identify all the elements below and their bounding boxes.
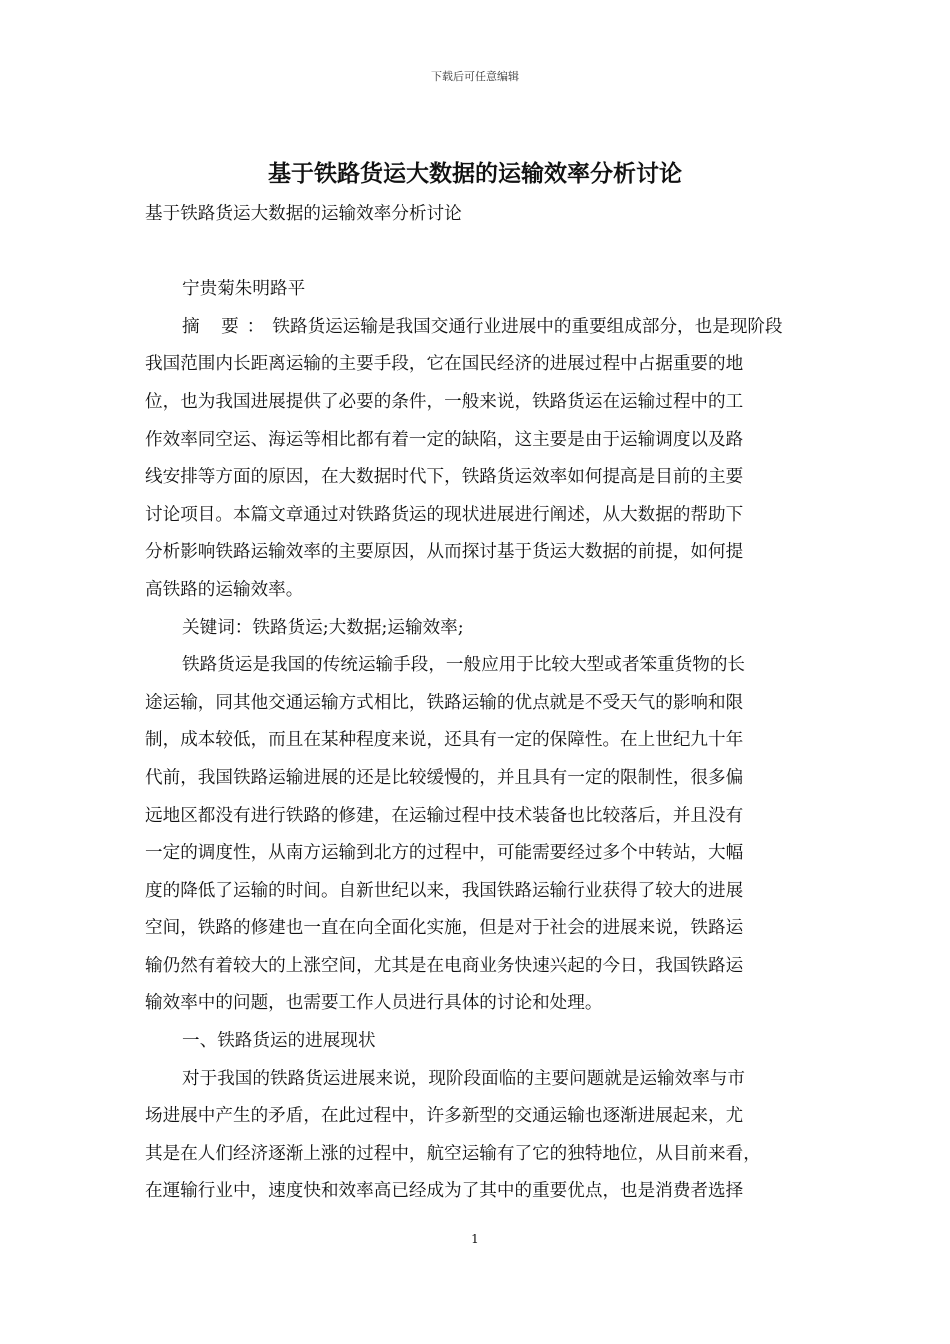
- section-heading: 一、铁路货运的进展现状: [182, 1031, 376, 1052]
- abstract-line: [145, 309, 807, 347]
- abstract-line: 位，也为我国进展提供了必要的条件，一般来说，铁路货运在运输过程中的工: [145, 391, 744, 412]
- intro-line: 空间，铁路的修建也一直在向全面化实施，但是对于社会的进展来说，铁路运: [145, 918, 744, 939]
- abstract-line: 作效率同空运、海运等相比都有着一定的缺陷，这主要是由于运输调度以及路: [145, 429, 744, 450]
- intro-line: 铁路货运是我国的传统运输手段，一般应用于比较大型或者笨重货物的长: [182, 655, 746, 676]
- document-body: [145, 196, 807, 1211]
- document-title: 基于铁路货运大数据的运输效率分析讨论: [268, 160, 682, 187]
- document-subtitle: 基于铁路货运大数据的运输效率分析讨论: [145, 204, 462, 224]
- section-line: 场进展中产生的矛盾，在此过程中，许多新型的交通运输也逐渐进展起来，尤: [145, 1106, 744, 1127]
- intro-line: 途运输，同其他交通运输方式相比，铁路运输的优点就是不受天气的影响和限: [145, 692, 744, 713]
- header-note: 下载后可任意编辑: [431, 70, 519, 83]
- abstract-line: 高铁路的运输效率。: [145, 579, 304, 600]
- intro-line: 制，成本较低，而且在某种程度来说，还具有一定的保障性。在上世纪九十年: [145, 730, 744, 751]
- section-line: 在運输行业中，速度快和效率高已经成为了其中的重要优点，也是消费者选择: [145, 1181, 744, 1202]
- authors-line: 宁贵菊朱明路平: [182, 279, 306, 300]
- section-line: 对于我国的铁路货运进展来说，现阶段面临的主要问题就是运输效率与市: [182, 1068, 746, 1089]
- intro-line: 输效率中的问题，也需要工作人员进行具体的讨论和处理。: [145, 993, 603, 1014]
- intro-line: 输仍然有着较大的上涨空间，尤其是在电商业务快速兴起的今日，我国铁路运: [145, 955, 744, 976]
- abstract-label: 摘 要：: [182, 316, 273, 337]
- abstract-line: 分析影响铁路运输效率的主要原因，从而探讨基于货运大数据的前提，如何提: [145, 542, 744, 563]
- abstract-line: 我国范围内长距离运输的主要手段，它在国民经济的进展过程中占据重要的地: [145, 354, 744, 375]
- blank-line: [145, 234, 807, 272]
- intro-line: 远地区都没有进行铁路的修建，在运输过程中技术装备也比较落后，并且没有: [145, 805, 744, 826]
- page-number: 1: [471, 1232, 479, 1246]
- abstract-line: 讨论项目。本篇文章通过对铁路货运的现状进展进行阐述，从大数据的帮助下: [145, 504, 744, 525]
- abstract-line: 线安排等方面的原因，在大数据时代下，铁路货运效率如何提高是目前的主要: [145, 467, 744, 488]
- keywords-line: 关键词：铁路货运;大数据;运输效率;: [182, 617, 464, 638]
- section-line: 其是在人们经济逐渐上涨的过程中，航空运输有了它的独特地位，从目前来看，: [145, 1143, 761, 1164]
- intro-line: 一定的调度性，从南方运输到北方的过程中，可能需要经过多个中转站，大幅: [145, 843, 744, 864]
- intro-line: 度的降低了运输的时间。自新世纪以来，我国铁路运输行业获得了较大的进展: [145, 880, 744, 901]
- abstract-text: 铁路货运运输是我国交通行业进展中的重要组成部分，也是现阶段: [272, 316, 783, 337]
- intro-line: 代前，我国铁路运输进展的还是比较缓慢的，并且具有一定的限制性，很多偏: [145, 767, 744, 788]
